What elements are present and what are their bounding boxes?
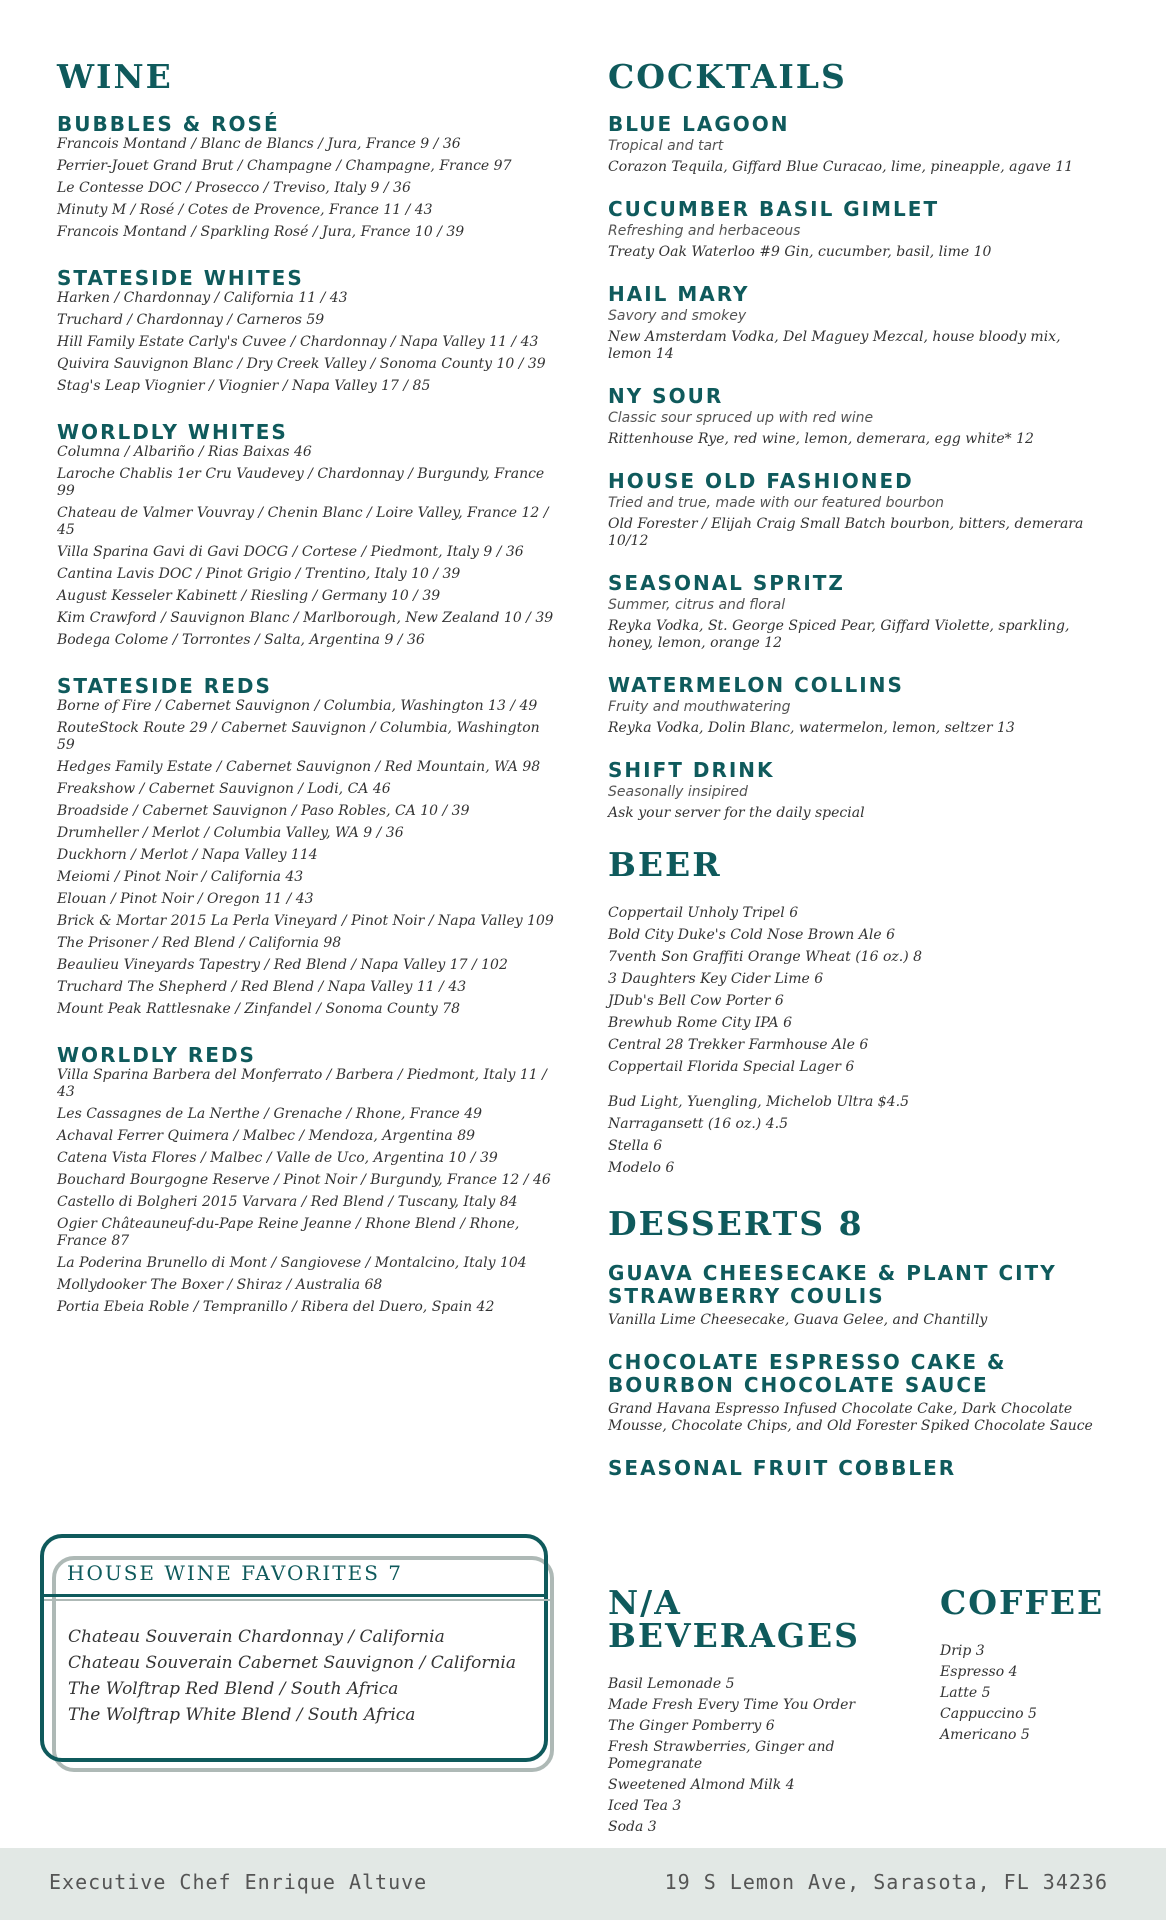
- list-item: Borne of Fire / Cabernet Sauvignon / Columbia, Washington 13 / 49: [57, 698, 538, 714]
- list-item: Quivira Sauvignon Blanc / Dry Creek Valley / Sonoma County 10 / 39: [57, 356, 546, 372]
- dessert-name: SEASONAL FRUIT COBBLER: [608, 1456, 957, 1480]
- wine-column: [57, 57, 557, 1342]
- list-item: Fresh Strawberries, Ginger and Pomegranate: [608, 1739, 835, 1772]
- cocktail-name: WATERMELON COLLINS: [608, 673, 904, 697]
- cocktail-desc: Old Forester / Elijah Craig Small Batch bourbon, bitters, demerara 10/12: [608, 516, 1084, 549]
- list-item: Iced Tea 3: [608, 1798, 682, 1814]
- cocktail-tagline: Classic sour spruced up with red wine: [608, 410, 874, 426]
- list-item: Americano 5: [940, 1727, 1030, 1743]
- section-title: STATESIDE WHITES: [57, 266, 304, 290]
- cocktail-desc: Ask your server for the daily special: [608, 805, 865, 821]
- list-item: Laroche Chablis 1er Cru Vaudevey / Chardonnay / Burgundy, France 99: [57, 466, 545, 499]
- cocktail-item: [608, 198, 1108, 261]
- list-item: Brick & Mortar 2015 La Perla Vineyard / Pinot Noir / Napa Valley 109: [57, 913, 554, 929]
- cocktail-tagline: Fruity and mouthwatering: [608, 699, 791, 715]
- list-item: The Ginger Pomberry 6: [608, 1718, 775, 1734]
- list-item: Catena Vista Flores / Malbec / Valle de Uco, Argentina 10 / 39: [57, 1150, 498, 1166]
- list-item: Sweetened Almond Milk 4: [608, 1777, 795, 1793]
- list-item: Hedges Family Estate / Cabernet Sauvignon / Red Mountain, WA 98: [57, 759, 541, 775]
- list-item: Bold City Duke's Cold Nose Brown Ale 6: [608, 927, 895, 943]
- house-wine-title: HOUSE WINE FAVORITES 7: [67, 1561, 404, 1585]
- wine-section-bubbles: [57, 113, 557, 241]
- footer-address: 19 S Lemon Ave, Sarasota, FL 34236: [664, 1870, 1108, 1894]
- list-item: Chateau Souverain Cabernet Sauvignon / California: [68, 1653, 516, 1673]
- list-item: Mount Peak Rattlesnake / Zinfandel / Sonoma County 78: [57, 1001, 461, 1017]
- beer-craft-list: [608, 905, 1108, 1076]
- list-item: 7venth Son Graffiti Orange Wheat (16 oz.) 8: [608, 949, 923, 965]
- wine-title: WINE: [57, 57, 173, 96]
- dessert-name: GUAVA CHEESECAKE & PLANT CITY STRAWBERRY COULIS: [608, 1261, 1057, 1308]
- cocktails-title: COCKTAILS: [608, 57, 847, 96]
- list-item: Latte 5: [940, 1685, 991, 1701]
- list-item: Bud Light, Yuengling, Michelob Ultra $4.5: [608, 1094, 909, 1110]
- list-item: Villa Sparina Gavi di Gavi DOCG / Cortese / Piedmont, Italy 9 / 36: [57, 544, 524, 560]
- wine-section-worldly-reds: [57, 1044, 557, 1316]
- cocktail-name: SHIFT DRINK: [608, 758, 775, 782]
- list-item: Villa Sparina Barbera del Monferrato / Barbera / Piedmont, Italy 11 / 43: [57, 1067, 547, 1100]
- list-item: Espresso 4: [940, 1664, 1018, 1680]
- divider: [44, 1594, 544, 1597]
- list-item: Hill Family Estate Carly's Cuvee / Chardonnay / Napa Valley 11 / 43: [57, 334, 539, 350]
- na-beverages-title: N/A BEVERAGES: [608, 1583, 860, 1655]
- cocktail-name: HAIL MARY: [608, 282, 750, 306]
- list-item: Chateau Souverain Chardonnay / California: [68, 1627, 445, 1647]
- list-item: Brewhub Rome City IPA 6: [608, 1015, 792, 1031]
- section-title: WORLDLY REDS: [57, 1043, 256, 1067]
- cocktail-name: HOUSE OLD FASHIONED: [608, 469, 914, 493]
- list-item: Narragansett (16 oz.) 4.5: [608, 1116, 788, 1132]
- list-item: Central 28 Trekker Farmhouse Ale 6: [608, 1037, 869, 1053]
- list-item: Francois Montand / Blanc de Blancs / Jura, France 9 / 36: [57, 136, 461, 152]
- list-item: Francois Montand / Sparkling Rosé / Jura, France 10 / 39: [57, 224, 465, 240]
- list-item: Meiomi / Pinot Noir / California 43: [57, 869, 304, 885]
- list-item: Portia Ebeia Roble / Tempranillo / Ribera del Duero, Spain 42: [57, 1299, 495, 1315]
- dessert-item: [608, 1262, 1108, 1329]
- list-item: Stella 6: [608, 1138, 663, 1154]
- list-item: August Kesseler Kabinett / Riesling / Germany 10 / 39: [57, 588, 441, 604]
- wine-section-stateside-whites: [57, 267, 557, 395]
- footer: [0, 1848, 1166, 1920]
- list-item: The Prisoner / Red Blend / California 98: [57, 935, 342, 951]
- cocktail-tagline: Refreshing and herbaceous: [608, 223, 801, 239]
- cocktail-item: [608, 572, 1108, 652]
- cocktail-name: CUCUMBER BASIL GIMLET: [608, 197, 940, 221]
- section-title: BUBBLES & ROSÉ: [57, 112, 280, 136]
- list-item: Cantina Lavis DOC / Pinot Grigio / Trentino, Italy 10 / 39: [57, 566, 461, 582]
- dessert-desc: Grand Havana Espresso Infused Chocolate Cake, Dark Chocolate Mousse, Chocolate Chips, and Old Forester Spiked Chocolate Sauce: [608, 1401, 1093, 1434]
- list-item: Achaval Ferrer Quimera / Malbec / Mendoza, Argentina 89: [57, 1128, 476, 1144]
- cocktail-item: [608, 674, 1108, 737]
- cocktail-item: [608, 470, 1108, 550]
- list-item: Stag's Leap Viognier / Viognier / Napa Valley 17 / 85: [57, 378, 431, 394]
- list-item: Bouchard Bourgogne Reserve / Pinot Noir / Burgundy, France 12 / 46: [57, 1172, 551, 1188]
- list-item: Freakshow / Cabernet Sauvignon / Lodi, CA 46: [57, 781, 391, 797]
- footer-chef: Executive Chef Enrique Altuve: [49, 1870, 428, 1894]
- list-item: Elouan / Pinot Noir / Oregon 11 / 43: [57, 891, 314, 907]
- list-item: Truchard / Chardonnay / Carneros 59: [57, 312, 325, 328]
- list-item: Cappuccino 5: [940, 1706, 1037, 1722]
- dessert-item: [608, 1351, 1108, 1435]
- list-item: Coppertail Florida Special Lager 6: [608, 1059, 855, 1075]
- wine-section-stateside-reds: [57, 675, 557, 1018]
- beer-title: BEER: [608, 845, 722, 884]
- list-item: Broadside / Cabernet Sauvignon / Paso Robles, CA 10 / 39: [57, 803, 470, 819]
- list-item: Truchard The Shepherd / Red Blend / Napa Valley 11 / 43: [57, 979, 467, 995]
- list-item: Castello di Bolgheri 2015 Varvara / Red Blend / Tuscany, Italy 84: [57, 1194, 518, 1210]
- list-item: La Poderina Brunello di Mont / Sangiovese / Montalcino, Italy 104: [57, 1255, 527, 1271]
- dessert-name: CHOCOLATE ESPRESSO CAKE & BOURBON CHOCOLATE SAUCE: [608, 1350, 1007, 1397]
- cocktail-item: [608, 283, 1108, 363]
- list-item: Les Cassagnes de La Nerthe / Grenache / Rhone, France 49: [57, 1106, 483, 1122]
- list-item: Basil Lemonade 5: [608, 1676, 735, 1692]
- cocktail-item: [608, 113, 1108, 176]
- list-item: Harken / Chardonnay / California 11 / 43: [57, 290, 348, 306]
- cocktail-desc: New Amsterdam Vodka, Del Maguey Mezcal, house bloody mix, lemon 14: [608, 329, 1061, 362]
- list-item: Columna / Albariño / Rias Baixas 46: [57, 444, 312, 460]
- cocktail-name: BLUE LAGOON: [608, 112, 790, 136]
- cocktail-tagline: Tropical and tart: [608, 138, 724, 154]
- cocktail-desc: Reyka Vodka, Dolin Blanc, watermelon, lemon, seltzer 13: [608, 720, 1015, 736]
- wine-section-worldly-whites: [57, 421, 557, 649]
- dessert-item: [608, 1457, 1108, 1480]
- list-item: Mollydooker The Boxer / Shiraz / Australia 68: [57, 1277, 383, 1293]
- list-item: Duckhorn / Merlot / Napa Valley 114: [57, 847, 318, 863]
- na-beverages: [608, 1583, 918, 1840]
- list-item: Made Fresh Every Time You Order: [608, 1697, 856, 1713]
- cocktails-column: [608, 57, 1108, 1502]
- list-item: Le Contesse DOC / Prosecco / Treviso, Italy 9 / 36: [57, 180, 411, 196]
- list-item: Perrier-Jouet Grand Brut / Champagne / Champagne, France 97: [57, 158, 512, 174]
- house-wine-list: [68, 1624, 516, 1728]
- cocktail-name: NY SOUR: [608, 384, 724, 408]
- cocktail-tagline: Seasonally insipired: [608, 784, 748, 800]
- list-item: The Wolftrap White Blend / South Africa: [68, 1705, 416, 1725]
- list-item: Chateau de Valmer Vouvray / Chenin Blanc / Loire Valley, France 12 / 45: [57, 505, 549, 538]
- list-item: Ogier Châteauneuf-du-Pape Reine Jeanne / Rhone Blend / Rhone, France 87: [57, 1216, 520, 1249]
- desserts-title: DESSERTS 8: [608, 1204, 864, 1243]
- list-item: Bodega Colome / Torrontes / Salta, Argentina 9 / 36: [57, 632, 425, 648]
- list-item: JDub's Bell Cow Porter 6: [608, 993, 784, 1009]
- cocktail-desc: Corazon Tequila, Giffard Blue Curacao, lime, pineapple, agave 11: [608, 159, 1074, 175]
- coffee: [940, 1583, 1140, 1748]
- section-title: STATESIDE REDS: [57, 674, 272, 698]
- list-item: Modelo 6: [608, 1160, 675, 1176]
- cocktail-item: [608, 385, 1108, 448]
- cocktail-desc: Rittenhouse Rye, red wine, lemon, demerara, egg white* 12: [608, 431, 1034, 447]
- list-item: Minuty M / Rosé / Cotes de Provence, France 11 / 43: [57, 202, 433, 218]
- cocktail-name: SEASONAL SPRITZ: [608, 571, 845, 595]
- list-item: Beaulieu Vineyards Tapestry / Red Blend / Napa Valley 17 / 102: [57, 957, 508, 973]
- cocktail-desc: Treaty Oak Waterloo #9 Gin, cucumber, basil, lime 10: [608, 244, 992, 260]
- list-item: Drip 3: [940, 1643, 985, 1659]
- list-item: Coppertail Unholy Tripel 6: [608, 905, 799, 921]
- cocktail-tagline: Tried and true, made with our featured bourbon: [608, 495, 945, 511]
- cocktail-desc: Reyka Vodka, St. George Spiced Pear, Giffard Violette, sparkling, honey, lemon, orange 12: [608, 618, 1070, 651]
- list-item: Soda 3: [608, 1819, 657, 1835]
- divider: [44, 1599, 550, 1601]
- cocktail-item: [608, 759, 1108, 822]
- dessert-desc: Vanilla Lime Cheesecake, Guava Gelee, and Chantilly: [608, 1312, 988, 1328]
- list-item: Drumheller / Merlot / Columbia Valley, WA 9 / 36: [57, 825, 404, 841]
- cocktail-tagline: Savory and smokey: [608, 308, 747, 324]
- list-item: RouteStock Route 29 / Cabernet Sauvignon / Columbia, Washington 59: [57, 720, 540, 753]
- list-item: The Wolftrap Red Blend / South Africa: [68, 1679, 399, 1699]
- list-item: 3 Daughters Key Cider Lime 6: [608, 971, 824, 987]
- list-item: Kim Crawford / Sauvignon Blanc / Marlborough, New Zealand 10 / 39: [57, 610, 554, 626]
- coffee-title: COFFEE: [940, 1583, 1105, 1622]
- section-title: WORLDLY WHITES: [57, 420, 288, 444]
- cocktail-tagline: Summer, citrus and floral: [608, 597, 786, 613]
- beer-domestic-list: [608, 1094, 1108, 1177]
